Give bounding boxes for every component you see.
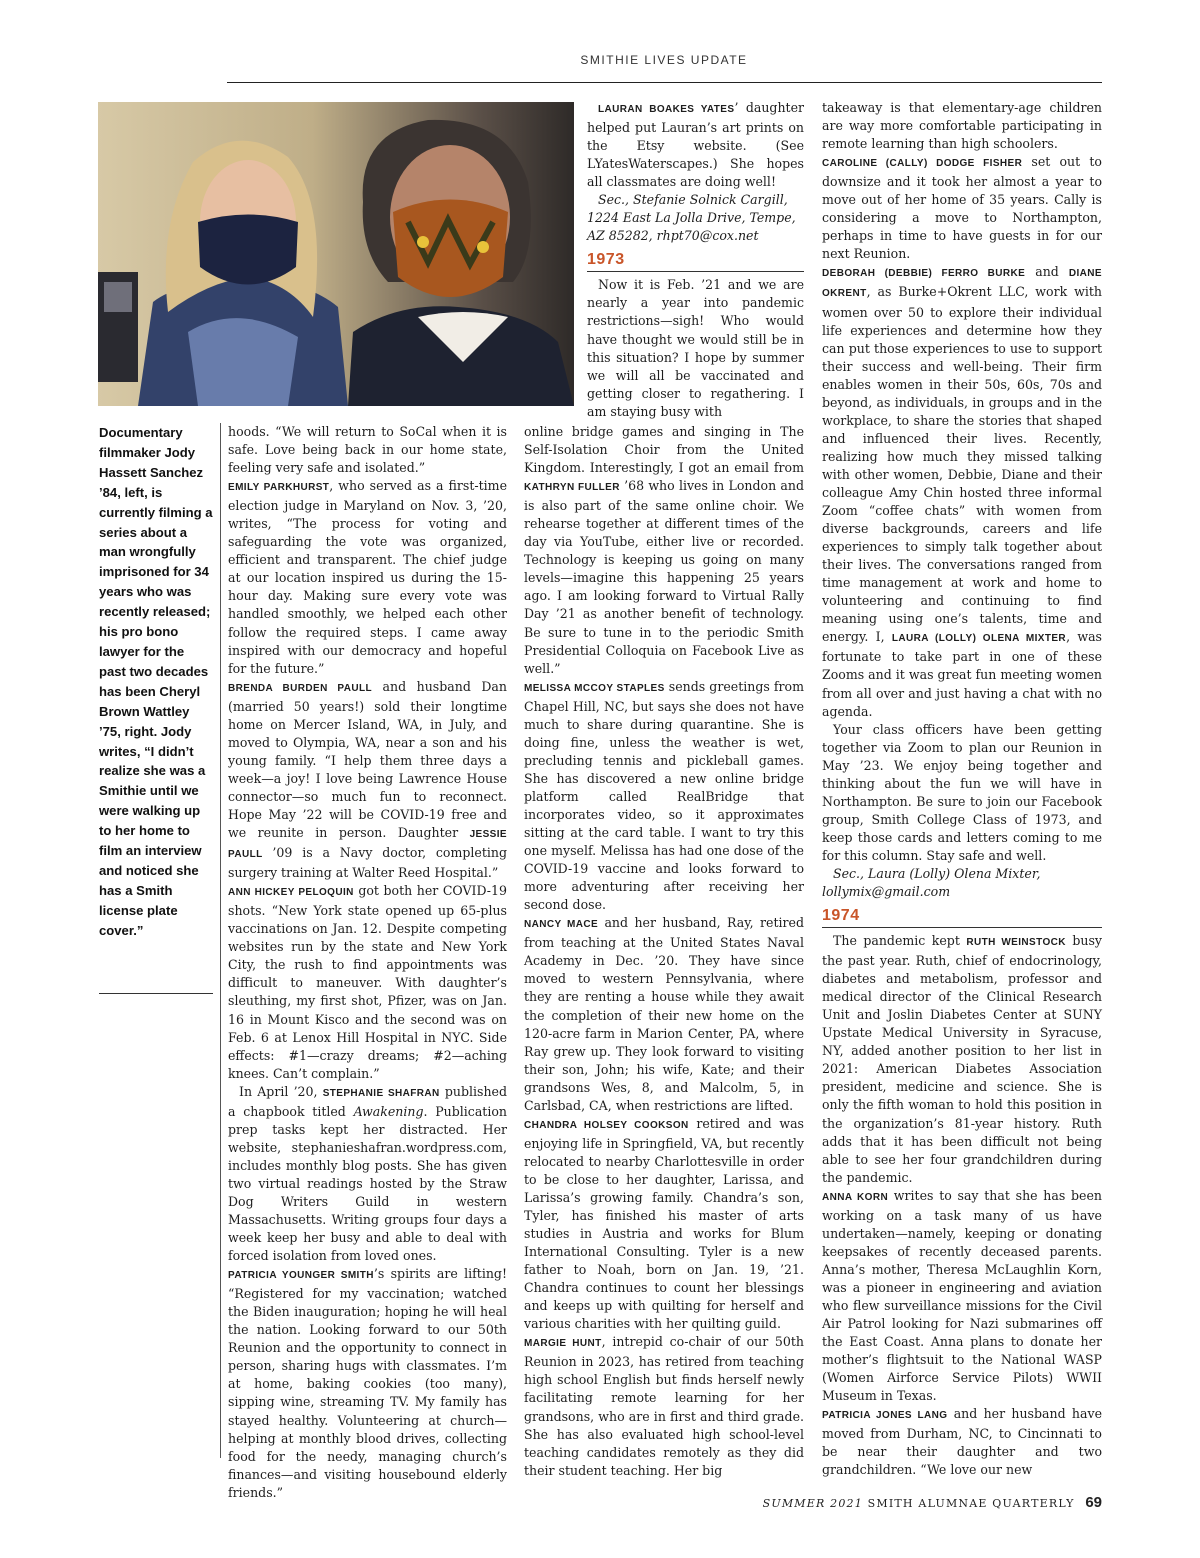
note-text: retired and was enjoying life in Springfield, VA, but recently relocated to nearby Charlottesville in order to be close to her daughter, Larissa, and Larissa’s growing family. Chandra’s son, Tyler, has finished his master of arts studies in Austria and works for Blum International Consulting. Tyler is a new father to Noah, born on Jan. 19, ’21. Chandra continues to count her blessings and keeps up with quilting for herself and various charities with her quilting guild. <box>524 1115 804 1332</box>
note-patricia-younger-smith <box>228 1265 507 1502</box>
section-header: SMITHIE LIVES UPDATE <box>580 53 748 67</box>
note-lauran-boakes-yates <box>587 99 804 191</box>
note-text: and husband Dan (married 50 years!) sold their longtime home on Mercer Island, WA, in July, and moved to Olympia, WA, near a son and his young family. “I help them three days a week—a joy! I love being Lawrence House connector—so much fun to reconnect. Hope May ’22 will be COVID-19 free and we reunite in person. Daughter <box>228 678 507 841</box>
note-text: online bridge games and singing in The Self-Isolation Choir from the United Kingdom. Interestingly, I got an email from <box>524 424 804 476</box>
note-stephanie-shafran <box>228 1083 507 1265</box>
note-text: sends greetings from Chapel Hill, NC, but says she does not have much to share during quarantine. She is doing fine, unless the weather is wet, precluding tennis and pickleball games. She has discovered a new online bridge platform called RealBridge that incorporates video, so it approximates sitting at the card table. I want to try this one myself. Melissa has had one dose of the COVID-19 vaccine and looks forward to more adventuring after receiving her second dose. <box>524 678 804 913</box>
note-text: , was fortunate to take part in one of these Zooms and it was great fun meeting women from all over and just having a chat with no agenda. <box>822 629 1102 719</box>
note-emily-parkhurst <box>228 477 507 678</box>
classmate-name: PATRICIA JONES LANG <box>822 1410 948 1422</box>
note-text: ’ daughter helped put Lauran’s art prints on the Etsy website. (See LYatesWaterscapes.) She hopes all classmates are doing well! <box>587 100 804 190</box>
note-text: and <box>1025 264 1069 280</box>
class-officers-note: Your class officers have been getting together via Zoom to plan our Reunion in May ’23. We enjoy being together and thinking about the fun we will have in Northampton. Be sure to join our Facebook group, Smith College Class of 1973, and keep those cards and letters coming to me for this column. Stay safe and well. <box>822 721 1102 863</box>
page-number: 69 <box>1085 1494 1102 1511</box>
note-ruth-weinstock <box>822 932 1102 1187</box>
note-text: ’68 who lives in London and is also part of the same online choir. We rehearse together at different times of the day via YouTube, either live or recorded. Technology is keeping us going on many levels—imagine this happening 25 years ago. I am looking forward to Virtual Rally Day ’21 as another benefit of technology. Be sure to tune in to the periodic Smith Presidential Colloquia on Facebook Live as well.” <box>524 478 804 676</box>
book-title: Awakening <box>353 1103 424 1119</box>
secretary-1972: Sec., Stefanie Solnick Cargill, 1224 East La Jolla Drive, Tempe, AZ 85282, rhpt70@cox.net <box>587 192 796 244</box>
classmate-name: LAURAN BOAKES YATES <box>598 104 735 115</box>
note-text: , as Burke+Okrent LLC, work with women over 50 to explore their individual life experiences and determine how they can put those experiences to use to support their success and well-being. Their firm enables women in their 50s, 60s, 70s and beyond, as individuals, in groups and in the workplace, to share the stories that shaped and influenced their lives. Recently, realizing how much they missed talking with other women, Debbie, Diane and their colleague Amy Chin hosted three informal Zoom “coffee chats” with women from diverse backgrounds, careers and life experiences to simply talk together about their lives. The conversations ranged from time management at work and home to volunteering and continuing to find meaning using one’s talents, time and energy. I, <box>822 284 1102 645</box>
classmate-name: KATHRYN FULLER <box>524 482 620 494</box>
classmate-name: MARGIE HUNT <box>524 1338 602 1350</box>
photo-two-women-masked <box>98 102 574 406</box>
classmate-name: MELISSA MCCOY STAPLES <box>524 682 665 694</box>
note-chandra-holsey-cookson <box>524 1115 804 1334</box>
note-anna-korn <box>822 1187 1102 1406</box>
classmate-name: DIANE OKRENT <box>822 268 1102 300</box>
header-rule <box>227 82 1102 83</box>
note-text: . Publication prep tasks kept her distracted. Her website, stephanieshafran.wordpress.com, includes monthly blog posts. She has given two virtual readings hosted by the Straw Dog Writers Guild in western Massachusetts. Writing groups four days a week keep her busy and able to deal with forced isolation from loved ones. <box>228 1103 507 1264</box>
note-text: and her husband, Ray, retired from teaching at the United States Naval Academy in Dec. ’20. They have since moved to western Pennsylvania, where they are renting a house while they await the completion of their new home on the 120-acre farm in Marion Center, PA, where Ray grew up. They look forward to visiting their son, John; his wife, Kate; and their grandsons Wes, 8, and Malcolm, 5, in Carlsbad, CA, when restrictions are lifted. <box>524 915 804 1113</box>
class-year-heading: 1973 <box>587 251 804 272</box>
column-c <box>822 99 1102 1479</box>
note-text: , intrepid co-chair of our 50th Reunion in 2023, has retired from teaching high school English but finds herself newly facilitating remote learning for her grandsons, who are in first and third grade. She has also evaluated high school-level teaching candidates remotely as they did their student teaching. Her big <box>524 1334 805 1478</box>
intro-1973-continued <box>524 423 804 678</box>
note-text: got both her COVID-19 shots. “New York state opened up 65-plus vaccinations on Jan. 12. Despite competing websites run by the state and New York City, the rush to find appointments was difficult to maneuver. With daughter’s sleuthing, my first shot, Pfizer, was on Jan. 16 in Mount Kisco and the second was on Feb. 6 at Lenox Hill Hospital in NYC. Side effects: #1—crazy dreams; #2—aching knees. Can’t complain.” <box>228 883 507 1081</box>
note-ann-hickey-peloquin <box>228 882 507 1083</box>
note-patricia-jones-lang <box>822 1405 1102 1479</box>
classmate-name: DEBORAH (DEBBIE) FERRO BURKE <box>822 268 1026 280</box>
note-text: The pandemic kept <box>833 933 967 949</box>
note-text: In April ’20, <box>239 1083 323 1099</box>
note-text: published a chapbook titled <box>228 1083 507 1119</box>
note-margie-hunt <box>524 1333 804 1479</box>
page-footer <box>763 1494 1102 1511</box>
paragraph-continuation: takeaway is that elementary-age children are way more comfortable participating in remote learning than high schoolers. <box>822 100 1102 152</box>
column-rule <box>220 423 221 1458</box>
column-b-top <box>587 99 804 421</box>
photo-caption: Documentary filmmaker Jody Hassett Sanchez ’84, left, is currently filming a series about a man wrongfully imprisoned for 34 years who was recently released; his pro bono lawyer for the past two decades has been Cheryl Brown Wattley ’75, right. Jody writes, “I didn’t realize she was a Smithie until we were walking up to her home to film an interview and noticed she has a Smith license plate cover.” <box>99 425 213 938</box>
photo-illustration <box>98 102 574 406</box>
classmate-name: BRENDA BURDEN PAULL <box>228 682 372 694</box>
note-melissa-mccoy-staples <box>524 678 804 915</box>
caption-rule <box>99 993 213 994</box>
classmate-name: ANNA KORN <box>822 1191 889 1203</box>
classmate-name: EMILY PARKHURST <box>228 482 330 494</box>
classmate-name: JESSIE PAULL <box>228 829 507 861</box>
note-text: set out to downsize and it took her almost a year to move out of her home of 35 years. Cally is considering a move to Northampton, perhaps in time to have guests in for our next Reunion. <box>822 154 1102 262</box>
note-text: ’s spirits are lifting! “Registered for my vaccination; watched the Biden inauguration; hoping he will heal the nation. Looking forward to our 50th Reunion and the opportunity to connect in person, sharing hugs with classmates. I’m at home, baking cookies (too many), sipping wine, streaming TV. My family has stayed healthy. Volunteering at church—helping at monthly blood drives, collecting food for the needy, managing church’s finances—and visiting housebound elderly friends.” <box>228 1266 507 1500</box>
classmate-name: CHANDRA HOLSEY COOKSON <box>524 1119 689 1131</box>
secretary-1973: Sec., Laura (Lolly) Olena Mixter, lollymix@gmail.com <box>822 865 1041 900</box>
note-text: ’09 is a Navy doctor, completing surgery training at Walter Reed Hospital.” <box>228 845 507 881</box>
classmate-name: CAROLINE (CALLY) DODGE FISHER <box>822 158 1023 170</box>
column-b <box>524 423 804 1480</box>
class-year-heading: 1974 <box>822 907 1102 928</box>
note-deborah-ferro-burke <box>822 263 1102 720</box>
column-a <box>228 423 507 1502</box>
classmate-name: PATRICIA YOUNGER SMITH <box>228 1270 374 1282</box>
note-text: and her husband have moved from Durham, NC, to Cincinnati to be near their daughter and two grandchildren. “We love our new <box>822 1406 1102 1478</box>
note-text: writes to say that she has been working on a task many of us have undertaken—namely, keeping or donating keepsakes of recently deceased parents. Anna’s mother, Theresa McLaughlin Korn, was a pioneer in engineering and aviation who flew surveillance missions for the Civil Air Patrol looking for Nazi submarines off the East Coast. Anna plans to donate her mother’s flightsuit to the National WASP (Women Airforce Service Pilots) WWII Museum in Texas. <box>822 1187 1102 1404</box>
note-nancy-mace <box>524 914 804 1115</box>
classmate-name: STEPHANIE SHAFRAN <box>322 1087 440 1099</box>
note-brenda-burden-paull <box>228 678 507 883</box>
classmate-name: RUTH WEINSTOCK <box>966 937 1066 949</box>
issue-date: SUMMER 2021 <box>762 1497 863 1510</box>
magazine-name: SMITH ALUMNAE QUARTERLY <box>867 1497 1075 1510</box>
intro-1973: Now it is Feb. ’21 and we are nearly a year into pandemic restrictions—sigh! Who would have thought we would still be in this situation? I hope by summer we will all be vaccinated and getting closer to regathering. I am staying busy with <box>587 277 804 419</box>
classmate-name: ANN HICKEY PELOQUIN <box>228 887 354 899</box>
note-text: busy the past year. Ruth, chief of endocrinology, diabetes and metabolism, professor and medical director of the Clinical Research Unit and Joslin Diabetes Center at SUNY Upstate Medical University in Syracuse, NY, added another position to her list in 2021: American Diabetes Association president, medicine and science. She is only the fifth woman to hold this position in the organization’s 81-year history. Ruth adds that it has been difficult not being able to see her four grandchildren during the pandemic. <box>822 933 1102 1185</box>
note-text: , who served as a first-time election judge in Maryland on Nov. 3, ’20, writes, “The process for voting and safeguarding the vote was organized, efficient and transparent. The chief judge at our location inspired us during the 15-hour day. Making sure every vote was handled smoothly, we helped each other follow the required steps. I came away inspired with our democracy and hopeful for the future.” <box>228 478 507 676</box>
classmate-name: LAURA (LOLLY) OLENA MIXTER <box>891 633 1067 645</box>
note-caroline-dodge-fisher <box>822 153 1102 263</box>
classmate-name: NANCY MACE <box>524 919 599 931</box>
paragraph-continuation: hoods. “We will return to SoCal when it is safe. Love being back in our home state, feeling very safe and isolated.” <box>228 424 507 476</box>
